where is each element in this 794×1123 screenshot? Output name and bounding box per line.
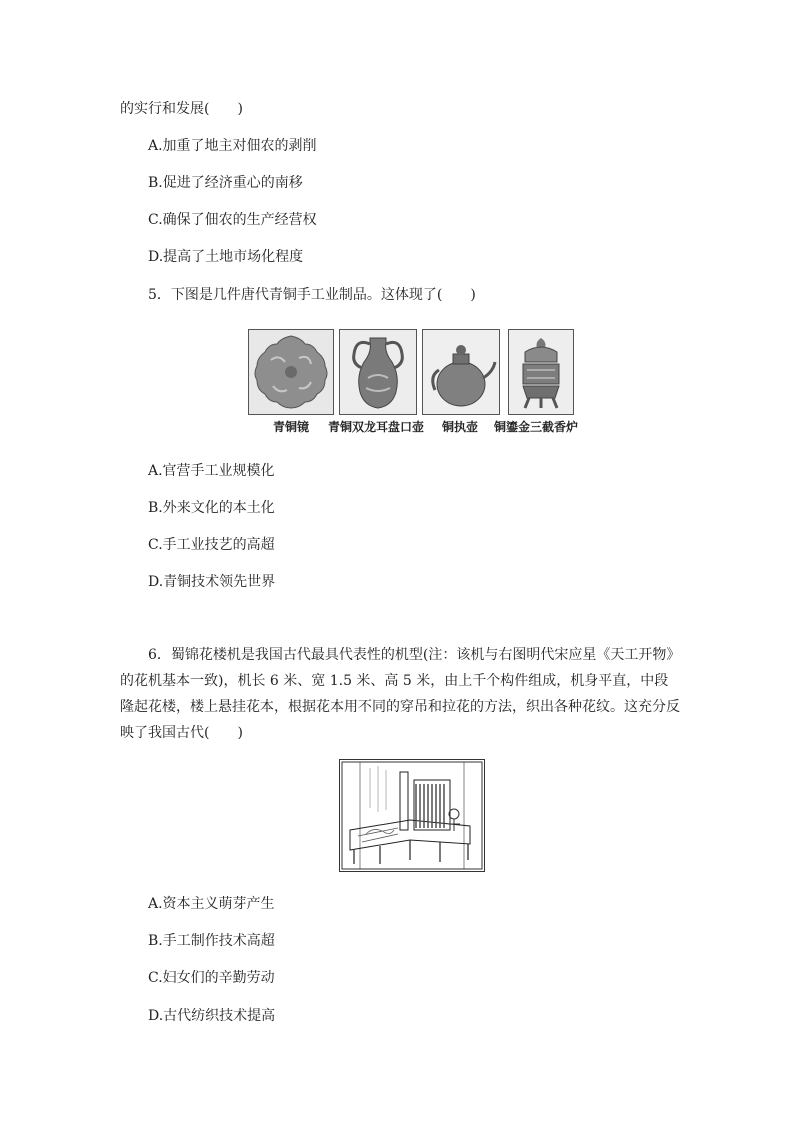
- q5-option-a: A.官营手工业规模化: [148, 463, 275, 479]
- gilt-incense-burner-image: [508, 329, 574, 415]
- dragon-handle-vase-image: [339, 329, 417, 415]
- q5-option-d: D.青铜技术领先世界: [148, 574, 276, 590]
- q6-option-d: D.古代纺织技术提高: [148, 1008, 276, 1024]
- q5-option-c: C.手工业技艺的高超: [148, 537, 275, 553]
- q6-stem: 6．蜀锦花楼机是我国古代最具代表性的机型(注：该机与右图明代宋应星《天工开物》的花机基本一致)，机长 6 米、宽 1.5 米、高 5 米，由上千个构件组成，机身平直，中段隆起花楼，楼上悬挂花本，根据花本用不同的穿吊和拉花的方法，织出各种花纹。这充分反映了我国古代( ): [120, 647, 680, 741]
- q4-option-d: D.提高了土地市场化程度: [148, 249, 304, 265]
- caption-bronze-mirror: 青铜镜: [272, 420, 309, 434]
- caption-dragon-vase: 青铜双龙耳盘口壶: [327, 420, 424, 434]
- silk-loom-illustration: [339, 759, 485, 872]
- q4-stem-tail: 的实行和发展( ): [120, 101, 243, 117]
- q5-stem: 5．下图是几件唐代青铜手工业制品。这体现了( ): [148, 287, 476, 303]
- q4-option-a: A.加重了地主对佃农的剥削: [148, 138, 317, 154]
- caption-ewer: 铜执壶: [441, 420, 478, 434]
- q6-option-a: A.资本主义萌芽产生: [148, 896, 275, 912]
- q4-option-b: B.促进了经济重心的南移: [148, 175, 303, 191]
- caption-incense-burner: 铜鎏金三截香炉: [493, 420, 578, 434]
- q6-option-b: B.手工制作技术高超: [148, 933, 275, 949]
- bronze-ewer-image: [422, 329, 500, 415]
- q4-option-c: C.确保了佃农的生产经营权: [148, 212, 317, 228]
- q5-option-b: B.外来文化的本土化: [148, 500, 275, 516]
- bronze-mirror-image: [248, 329, 334, 415]
- q6-option-c: C.妇女们的辛勤劳动: [148, 970, 275, 986]
